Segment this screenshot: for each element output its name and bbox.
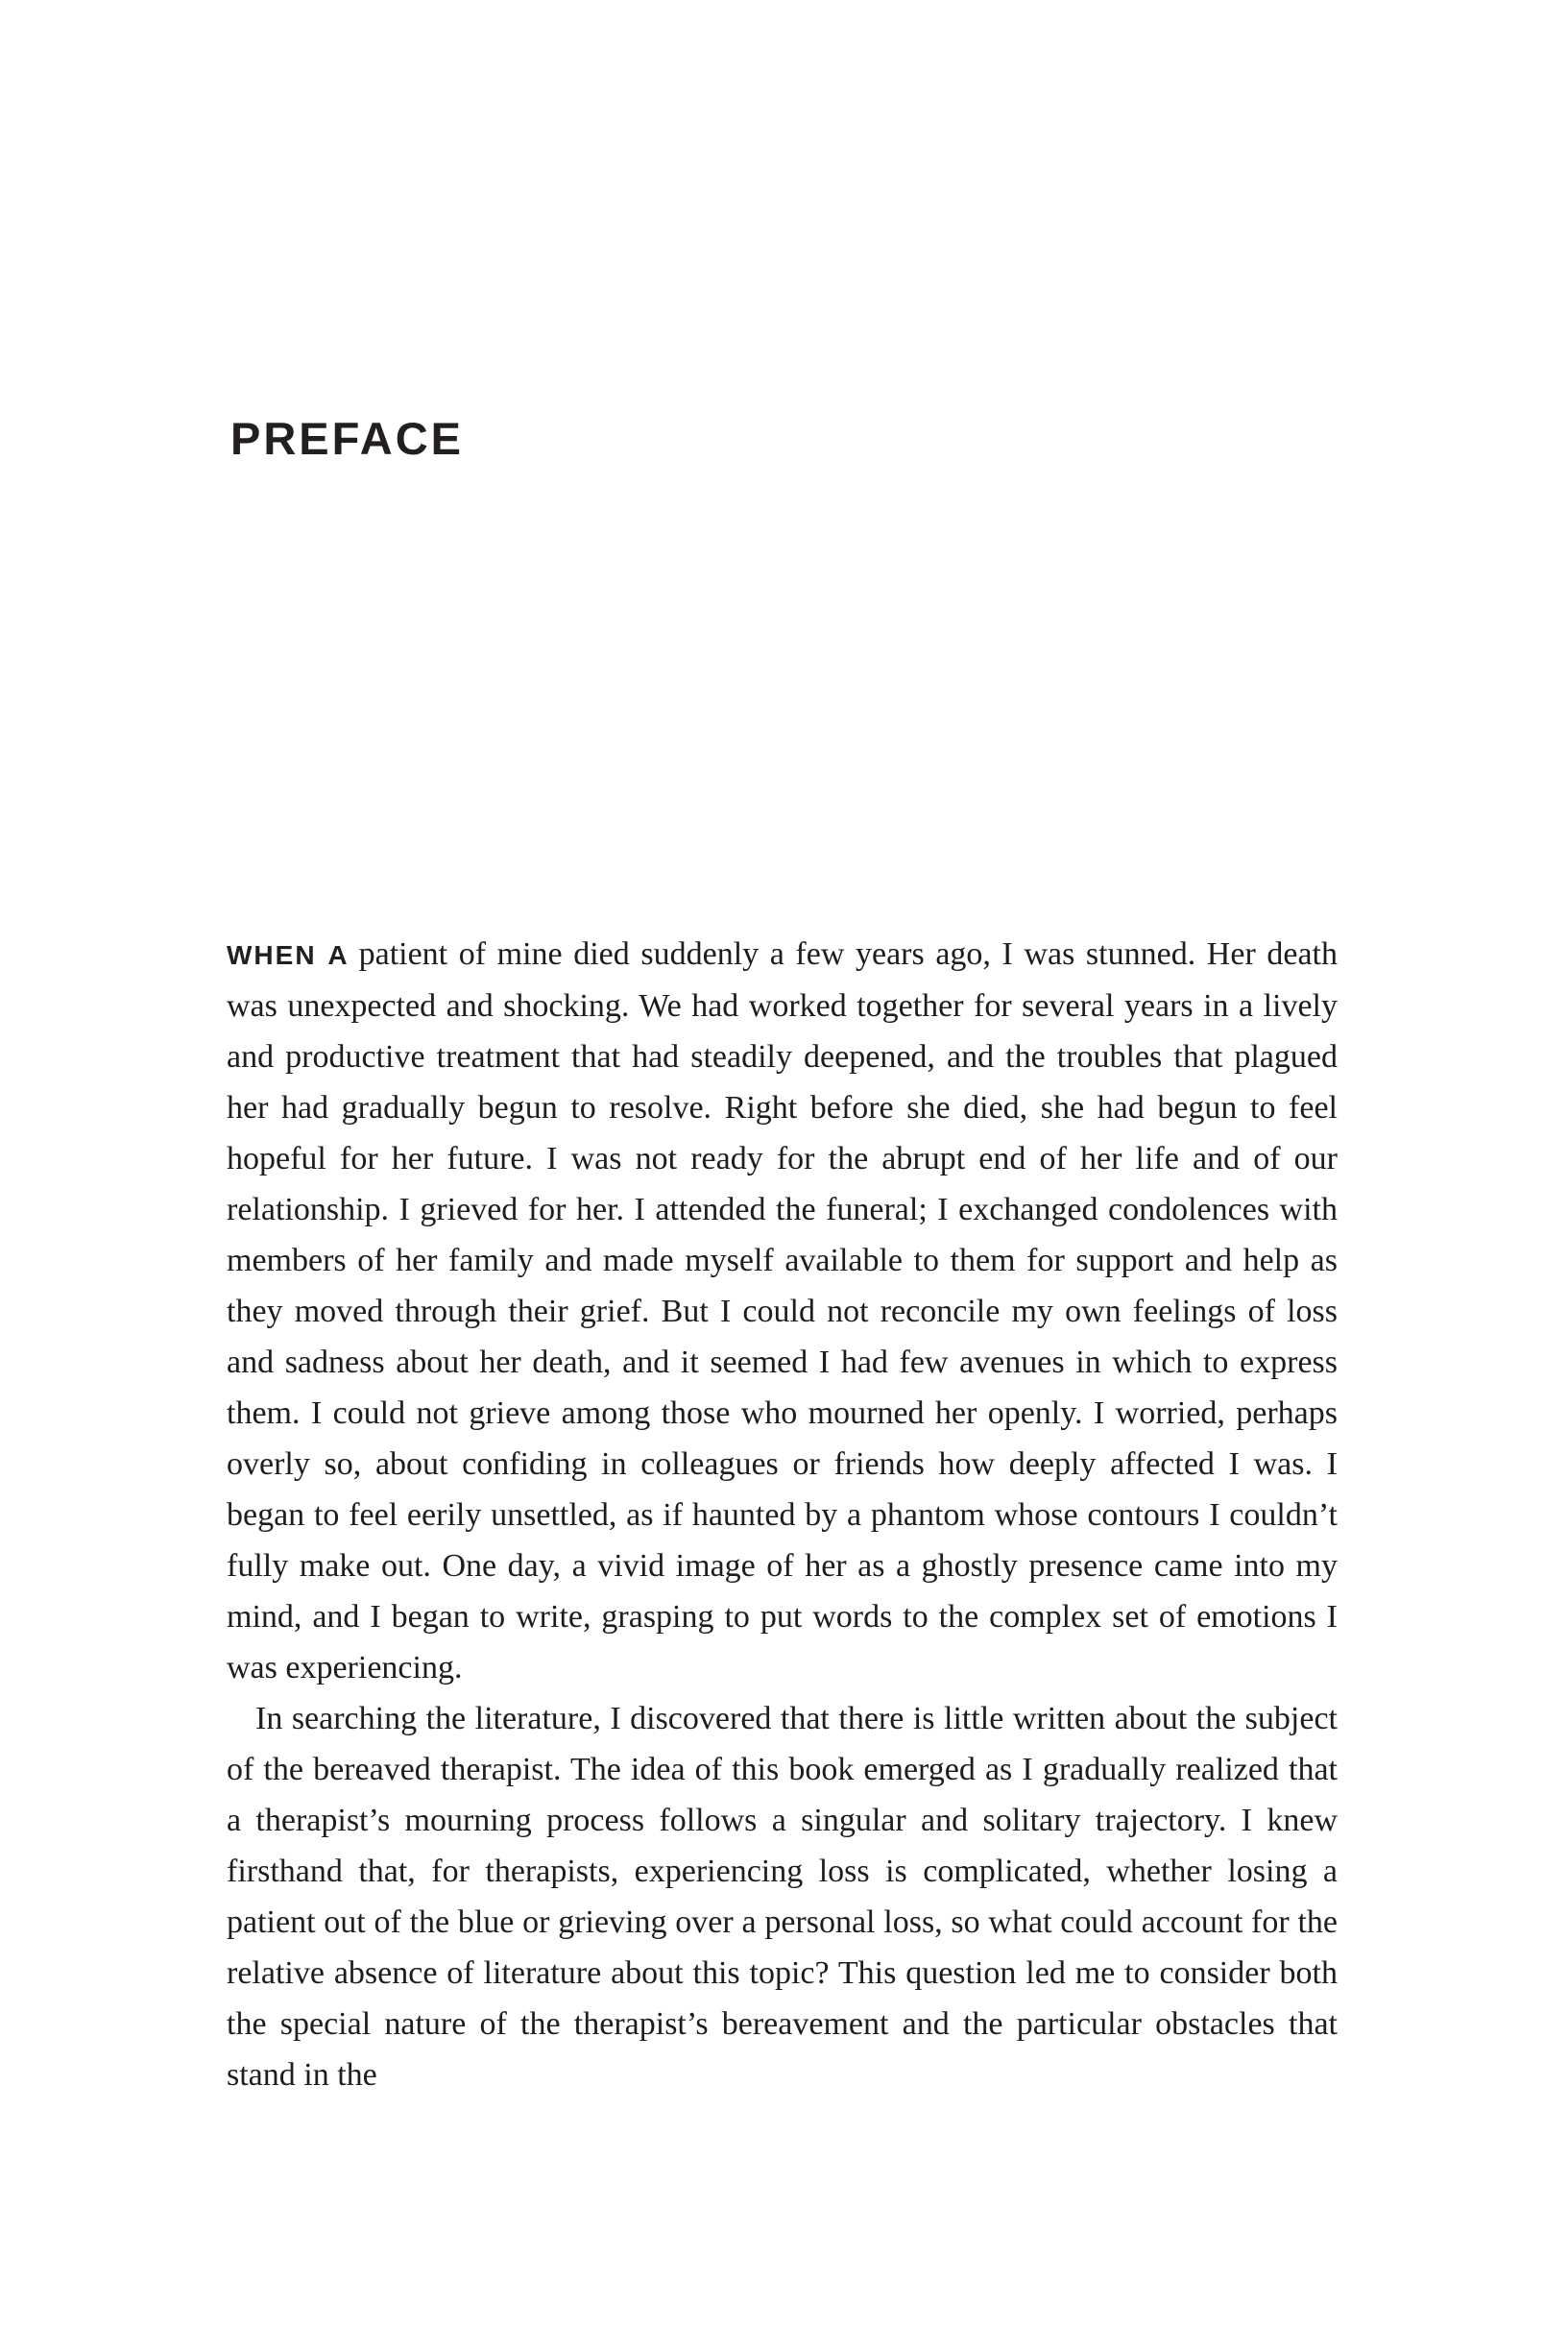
paragraph-1 — [227, 929, 1338, 1693]
paragraph-1-text: patient of mine died suddenly a few years ago, I was stunned. Her death was unexpected and shocking. We had worked together for several years in a lively and productive treatment that had steadily deepened, and the troubles that plagued her had gradually begun to resolve. Right before she died, she had begun to feel hopeful for her future. I was not ready for the abrupt end of her life and of our relationship. I grieved for her. I attended the funeral; I exchanged condolences with members of her family and made myself available to them for support and help as they moved through their grief. But I could not reconcile my own feelings of loss and sadness about her death, and it seemed I had few avenues in which to express them. I could not grieve among those who mourned her openly. I worried, perhaps overly so, about confiding in colleagues or friends how deeply affected I was. I began to feel eerily unsettled, as if haunted by a phantom whose contours I couldn’t fully make out. One day, a vivid image of her as a ghostly presence came into my mind, and I began to write, grasping to put words to the complex set of emotions I was experiencing. — [227, 936, 1338, 1685]
paragraph-2: In searching the literature, I discovered that there is little written about the subject of the bereaved therapist. The idea of this book emerged as I gradually realized that a therapist’s mourning process follows a singular and solitary trajectory. I knew firsthand that, for therapists, experiencing loss is complicated, whether losing a patient out of the blue or grieving over a personal loss, so what could account for the relative absence of literature about this topic? This question led me to consider both the special nature of the therapist’s bereavement and the particular obstacles that stand in the — [227, 1701, 1338, 2093]
body-text — [227, 929, 1338, 2100]
chapter-heading: PREFACE — [230, 413, 464, 464]
lead-in-phrase: WHEN A — [227, 940, 350, 970]
